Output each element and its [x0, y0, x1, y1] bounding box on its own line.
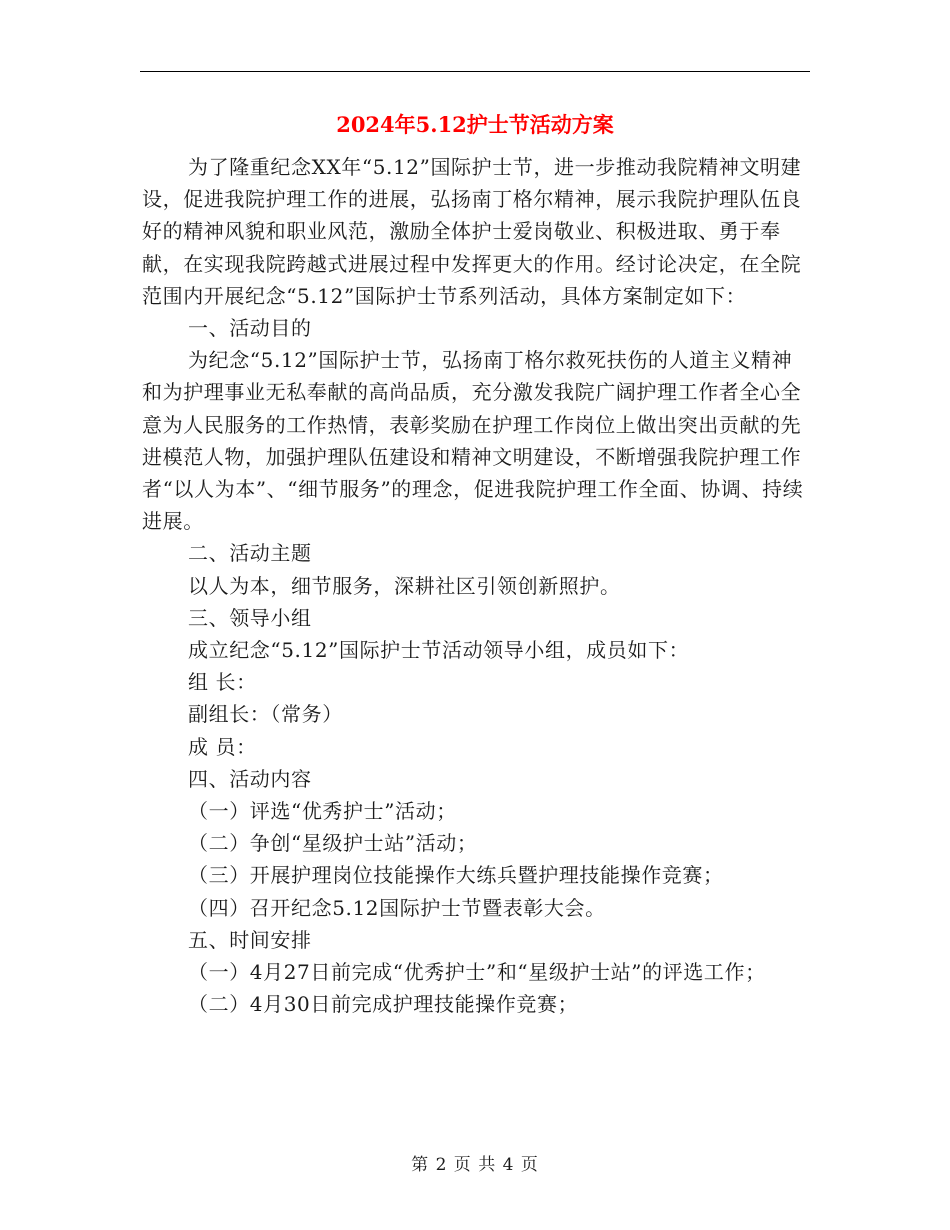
leader-line: 组 长： [188, 670, 257, 695]
content-item: （二）争创“星级护士站”活动； [188, 831, 478, 856]
page-number-footer: 第 2 页 共 4 页 [411, 1155, 539, 1175]
header-rule [140, 71, 810, 72]
intro-paragraph: 为了隆重纪念XX年“5.12”国际护士节，进一步推动我院精神文明建设，促进我院护理工作的进展，弘扬南丁格尔精神，展示我院护理队伍良好的精神风貌和职业风范，激励全体护士爱岗敬业、积极进取、勇于奉献，在实现我院跨越式进展过程中发挥更大的作用。经讨论决定，在全院范围内开展纪念“5.12”国际护士节系列活动，具体方案制定如下： [142, 155, 802, 308]
schedule-item: （二）4月30日前完成护理技能操作竞赛； [188, 992, 579, 1017]
leadership-paragraph: 成立纪念“5.12”国际护士节活动领导小组，成员如下： [188, 638, 690, 663]
content-item: （四）召开纪念5.12国际护士节暨表彰大会。 [188, 895, 606, 920]
section-heading-schedule: 五、时间安排 [188, 927, 312, 952]
section-heading-purpose: 一、活动目的 [188, 316, 312, 341]
content-item: （三）开展护理岗位技能操作大练兵暨护理技能操作竞赛； [188, 863, 724, 888]
deputy-leader-line: 副组长：（常务） [188, 702, 343, 727]
members-line: 成 员： [188, 734, 257, 759]
document-body [142, 151, 810, 1020]
section-heading-content: 四、活动内容 [188, 766, 312, 791]
section-heading-theme: 二、活动主题 [188, 541, 312, 566]
section-heading-leadership: 三、领导小组 [188, 605, 312, 630]
document-title: 2024年5.12护士节活动方案 [336, 112, 614, 137]
content-item: （一）评选“优秀护士”活动； [188, 799, 457, 824]
purpose-paragraph: 为纪念“5.12”国际护士节，弘扬南丁格尔救死扶伤的人道主义精神和为护理事业无私奉献的高尚品质，充分激发我院广阔护理工作者全心全意为人民服务的工作热情，表彰奖励在护理工作岗位上做出突出贡献的先进模范人物，加强护理队伍建设和精神文明建设，不断增强我院护理工作者“以人为本”、“细节服务”的理念，促进我院护理工作全面、协调、持续进展。 [142, 348, 804, 534]
theme-paragraph: 以人为本，细节服务，深耕社区引领创新照护。 [188, 573, 621, 598]
schedule-item: （一）4月27日前完成“优秀护士”和“星级护士站”的评选工作； [188, 960, 766, 985]
